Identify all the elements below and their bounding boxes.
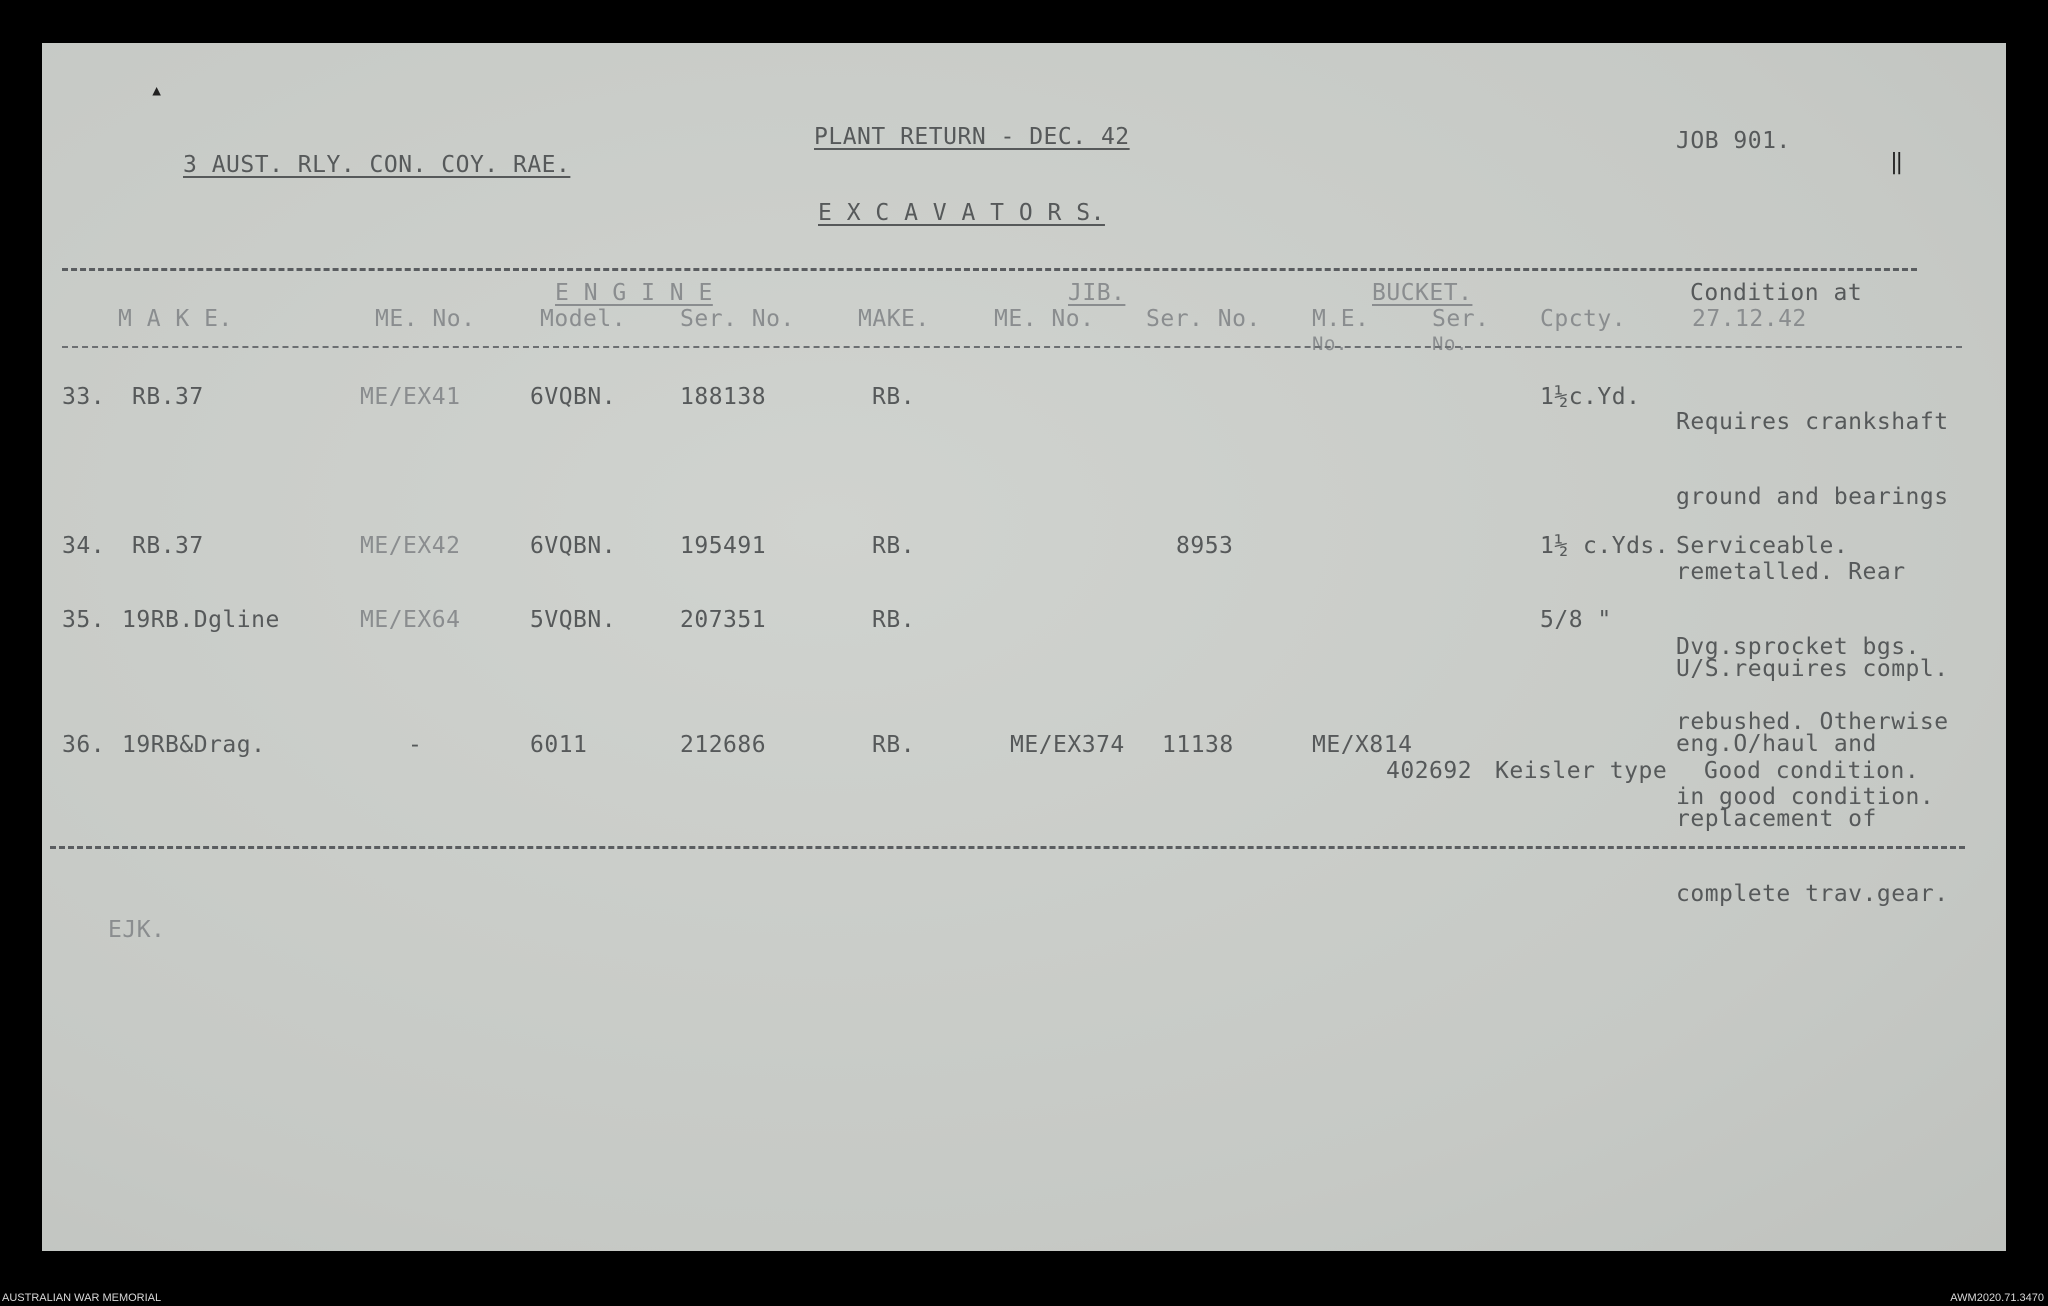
section-title: E X C A V A T O R S.: [818, 200, 1105, 226]
punch-mark: ▴: [150, 78, 164, 103]
condition-line: Dvg.sprocket bgs.: [1676, 634, 1920, 660]
row-maker: RB.: [872, 384, 916, 410]
condition-line: eng.O/haul and: [1676, 731, 1877, 757]
row-num: 35.: [62, 607, 106, 633]
row-jib-ser-no: 11138: [1162, 732, 1234, 758]
col-bucket-me-no-2: No.: [1312, 333, 1348, 355]
row-make: RB.37: [132, 384, 204, 410]
row-num: 36.: [62, 732, 106, 758]
row-ser-no: 195491: [680, 533, 767, 559]
row-ser-no: 188138: [680, 384, 767, 410]
row-model: 6011: [530, 732, 588, 758]
row-capacity: 1½ c.Yds.: [1540, 533, 1670, 559]
condition-header: Condition at: [1690, 280, 1863, 306]
row-ser-no: 212686: [680, 732, 767, 758]
footer-left: AUSTRALIAN WAR MEMORIAL: [2, 1292, 162, 1304]
col-make: M A K E.: [118, 306, 233, 332]
row-ser-no: 207351: [680, 607, 767, 633]
row-capacity: 5/8 ": [1540, 607, 1612, 633]
condition-line: in good condition.: [1676, 784, 1935, 810]
header-rule: [62, 346, 1962, 348]
condition-line: remetalled. Rear: [1676, 559, 1906, 585]
row-num: 34.: [62, 533, 106, 559]
col-bucket-ser-2: No.: [1432, 333, 1468, 355]
condition-line: U/S.requires compl.: [1676, 656, 1949, 682]
corner-mark: ‖: [1890, 150, 1904, 175]
bucket-group-header: BUCKET.: [1372, 280, 1473, 306]
row-condition: Serviceable.: [1676, 533, 1849, 559]
condition-date: 27.12.42: [1692, 306, 1807, 332]
row-bucket-me-no: ME/X814: [1312, 732, 1413, 758]
row-me-no: ME/EX64: [360, 607, 461, 633]
row-model: 6VQBN.: [530, 533, 617, 559]
row-capacity: 1½c.Yd.: [1540, 384, 1641, 410]
condition-line: complete trav.gear.: [1676, 881, 1949, 907]
bottom-rule: [50, 846, 1965, 849]
col-capacity: Cpcty.: [1540, 306, 1627, 332]
row-me-no: -: [408, 732, 423, 758]
col-jib-ser-no: Ser. No.: [1146, 306, 1261, 332]
job-number: JOB 901.: [1676, 128, 1791, 154]
col-maker: MAKE.: [858, 306, 930, 332]
row-jib-me-no: ME/EX374: [1010, 732, 1125, 758]
condition-line: replacement of: [1676, 806, 1877, 832]
row-make: 19RB.Dgline: [122, 607, 280, 633]
row-make: RB.37: [132, 533, 204, 559]
condition-line: Requires crankshaft: [1676, 409, 1949, 435]
col-me-no: ME. No.: [375, 306, 476, 332]
row-model: 5VQBN.: [530, 607, 617, 633]
col-jib-me-no: ME. No.: [994, 306, 1095, 332]
row-maker: RB.: [872, 732, 916, 758]
row-make: 19RB&Drag.: [122, 732, 266, 758]
row-condition: Good condition.: [1704, 758, 1920, 784]
col-ser-no: Ser. No.: [680, 306, 795, 332]
row-me-no: ME/EX42: [360, 533, 461, 559]
row-me-no: ME/EX41: [360, 384, 461, 410]
unit-name: 3 AUST. RLY. CON. COY. RAE.: [183, 152, 571, 178]
row-jib-ser-no: 8953: [1176, 533, 1234, 559]
engine-group-header: E N G I N E: [555, 280, 713, 306]
col-bucket-ser: Ser.: [1432, 306, 1490, 332]
row-bucket-ser: 402692: [1386, 758, 1473, 784]
condition-line: ground and bearings: [1676, 484, 1949, 510]
typist-initials: EJK.: [108, 917, 166, 943]
footer-right: AWM2020.71.3470: [1950, 1292, 2044, 1304]
row-bucket-type: Keisler type: [1495, 758, 1668, 784]
row-maker: RB.: [872, 607, 916, 633]
row-maker: RB.: [872, 533, 916, 559]
col-model: Model.: [540, 306, 627, 332]
jib-group-header: JIB.: [1068, 280, 1126, 306]
row-model: 6VQBN.: [530, 384, 617, 410]
row-num: 33.: [62, 384, 106, 410]
col-bucket-me-no: M.E.: [1312, 306, 1370, 332]
top-rule: [62, 268, 1917, 271]
condition-line: rebushed. Otherwise: [1676, 709, 1949, 735]
document-title: PLANT RETURN - DEC. 42: [814, 124, 1130, 150]
